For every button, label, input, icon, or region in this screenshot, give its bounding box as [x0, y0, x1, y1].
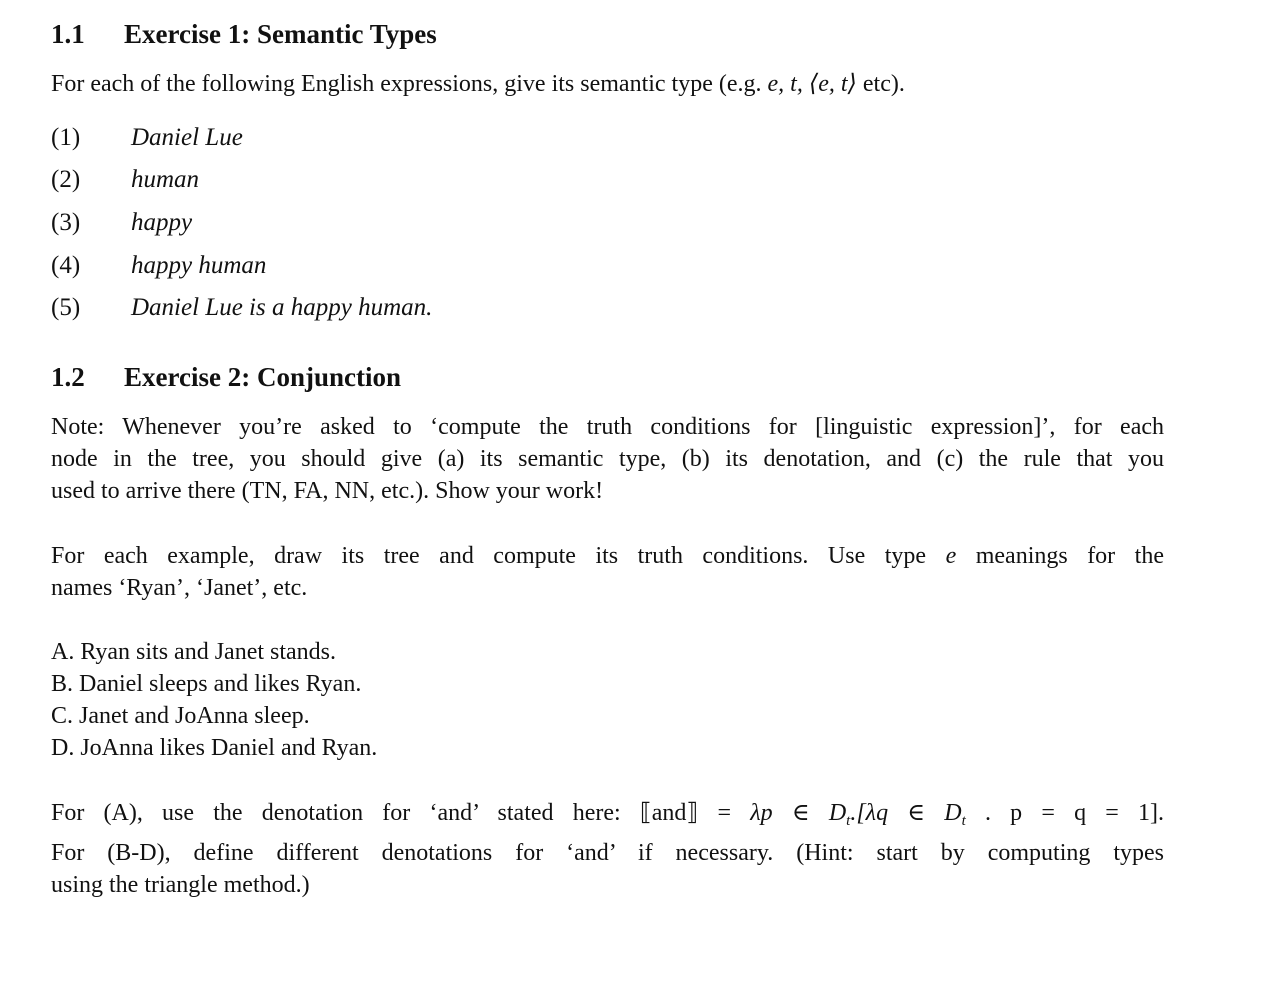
instruction-text: meanings for the [975, 543, 1164, 569]
section-2-heading [51, 360, 401, 394]
intro-text: For each of the following English expressions, give its semantic type (e.g. [51, 71, 762, 97]
example-text: happy [131, 209, 193, 236]
instruction-paragraph [51, 540, 1164, 604]
list-item: C. Janet and JoAnna sleep. [51, 703, 310, 729]
example-number: (4) [51, 252, 81, 279]
example-number: (5) [51, 294, 81, 321]
section-1-intro [51, 68, 905, 100]
example-text: human [131, 166, 200, 193]
list-item: B. Daniel sleeps and likes Ryan. [51, 671, 362, 697]
formula-dot: . [984, 800, 991, 826]
subscript-t: t [961, 813, 966, 829]
intro-end: etc). [862, 71, 905, 97]
final-line-1 [51, 797, 1164, 837]
example-text: Daniel Lue [131, 124, 243, 151]
and-denotation: ⟦and⟧ = [639, 800, 732, 826]
type-e-variable: e [945, 543, 957, 569]
final-paragraph [51, 797, 1164, 901]
formula-equation: p = q = 1]. [1010, 800, 1165, 826]
subscript-t: t [846, 813, 851, 829]
section-1-number: 1.1 [51, 19, 85, 49]
example-text: happy human [131, 252, 267, 279]
sentence-list [51, 636, 1164, 764]
lambda-p: λp ∈ D [750, 800, 847, 826]
section-1-heading [51, 17, 437, 51]
instruction-line-1 [51, 540, 1164, 572]
note-paragraph [51, 411, 1164, 507]
section-2-number: 1.2 [51, 362, 85, 392]
example-number: (3) [51, 209, 81, 236]
list-item: A. Ryan sits and Janet stands. [51, 639, 337, 665]
note-line: node in the tree, you should give (a) its semantic type, (b) its denotation, and (c) the rule that you [51, 446, 1164, 472]
intro-types: e, t, ⟨e, t⟩ [767, 71, 857, 97]
instruction-text: For each example, draw its tree and compute its truth conditions. Use type [51, 543, 927, 569]
section-1-title: Exercise 1: Semantic Types [124, 19, 437, 49]
example-number: (1) [51, 124, 81, 151]
note-line: Note: Whenever you’re asked to ‘compute the truth conditions for [linguistic expression]’, for each [51, 414, 1164, 440]
list-item: D. JoAnna likes Daniel and Ryan. [51, 735, 378, 761]
example-text: Daniel Lue is a happy human. [131, 294, 433, 321]
final-text: For (A), use the denotation for ‘and’ stated here: [51, 800, 621, 826]
lambda-q: .[λq ∈ D [850, 800, 962, 826]
final-line-2: For (B-D), define different denotations for ‘and’ if necessary. (Hint: start by computing types [51, 840, 1164, 866]
final-line-3: using the triangle method.) [51, 872, 310, 898]
instruction-line-2: names ‘Ryan’, ‘Janet’, etc. [51, 575, 308, 601]
example-number: (2) [51, 166, 81, 193]
note-line: used to arrive there (TN, FA, NN, etc.). Show your work! [51, 478, 604, 504]
section-2-title: Exercise 2: Conjunction [124, 362, 401, 392]
